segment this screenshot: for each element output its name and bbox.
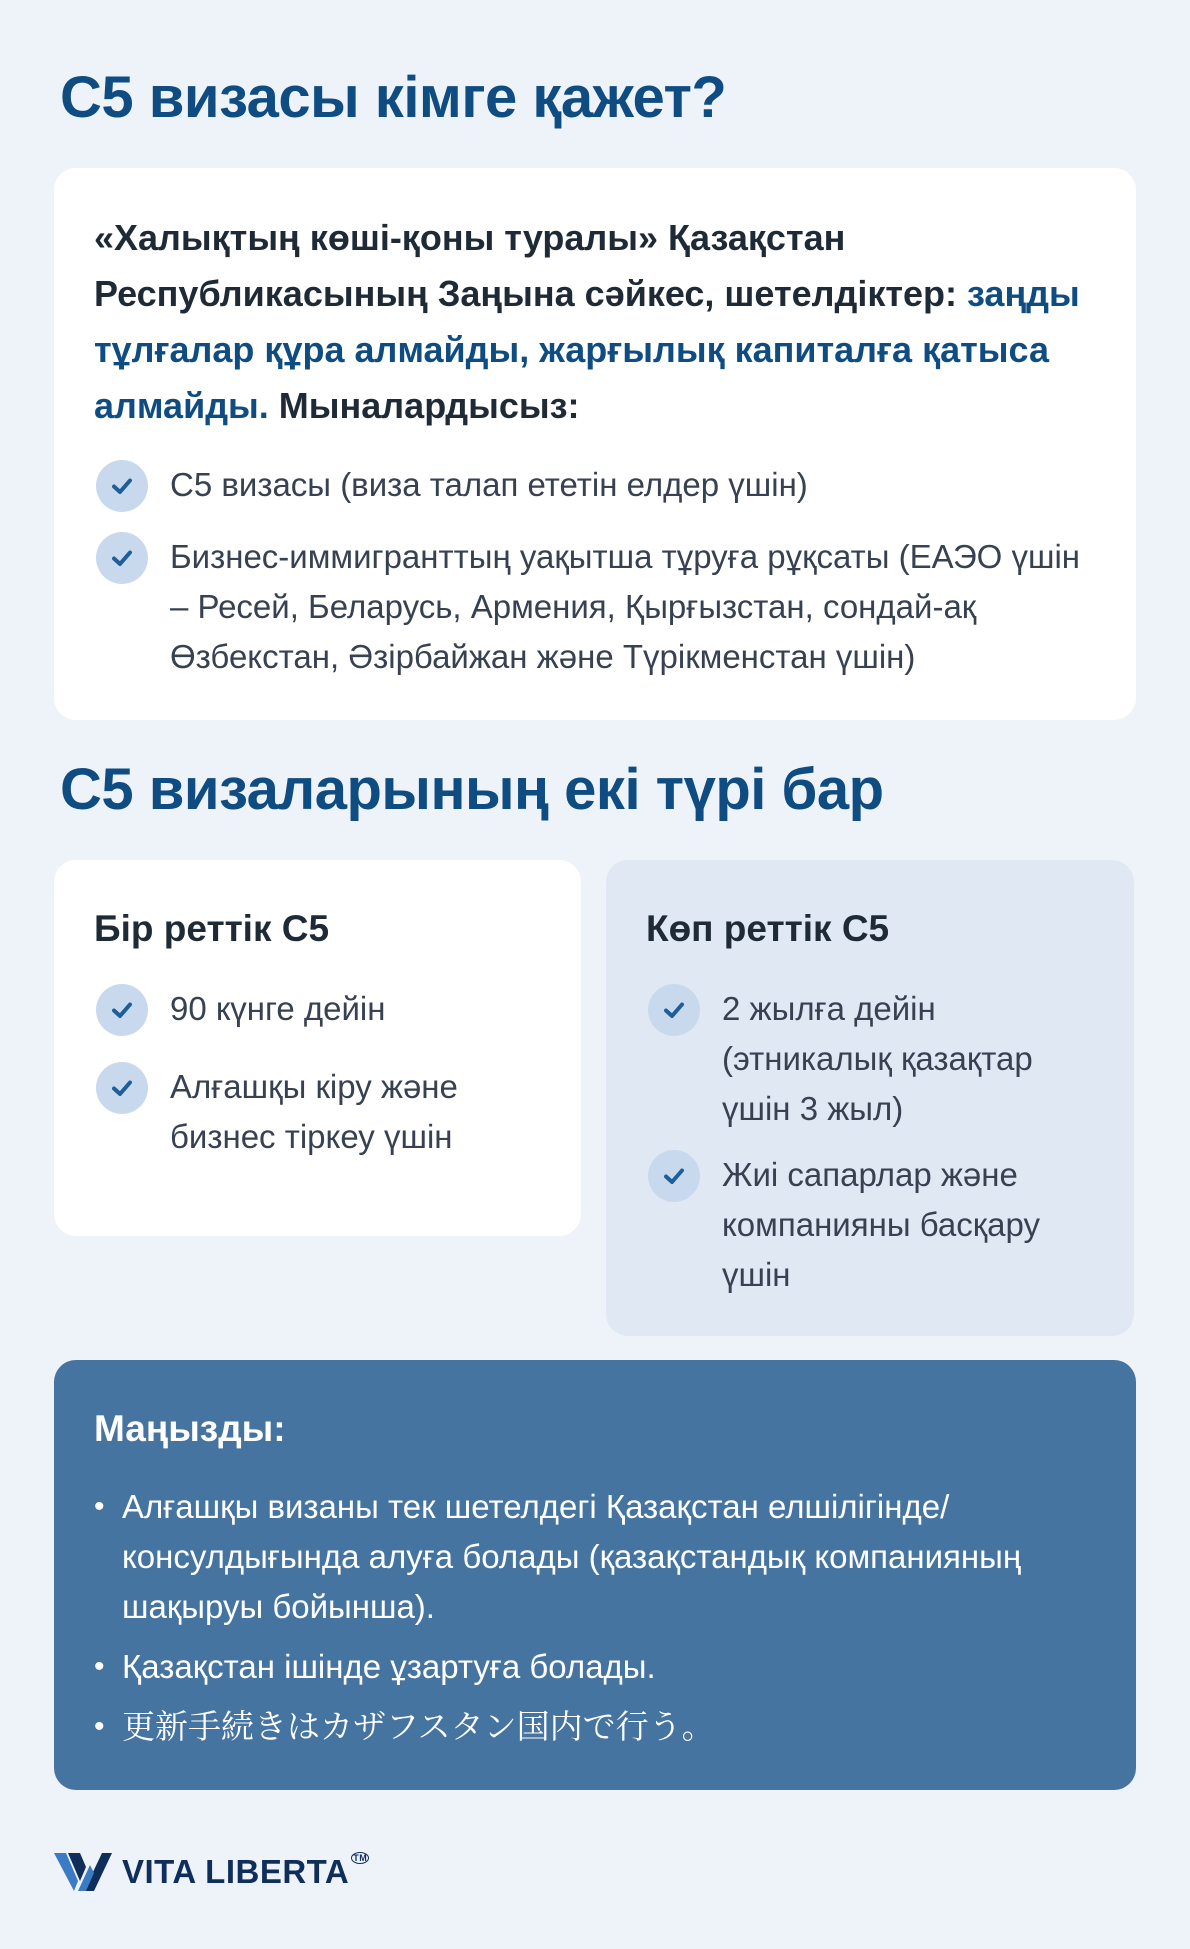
multiple-entry-card: [606, 860, 1134, 1336]
important-title: Маңызды:: [94, 1408, 286, 1449]
list-item-text: Қазақстан ішінде ұзартуға болады.: [122, 1648, 656, 1685]
list-item-text: 2 жылға дейін (этникалық қазақтар үшін 3 жыл): [722, 990, 1033, 1127]
bullet-icon: •: [94, 1710, 105, 1743]
bullet-icon: •: [94, 1490, 105, 1523]
multiple-entry-title: Көп реттік C5: [646, 908, 890, 949]
important-list: [94, 1482, 1104, 1762]
list-item: [96, 984, 556, 1036]
list-item-text: C5 визасы (виза талап ететін елдер үшін): [170, 466, 808, 503]
bullet-icon: •: [94, 1650, 105, 1683]
list-item-text: Жиі сапарлар және компанияны басқару үшін: [722, 1156, 1040, 1293]
multiple-entry-list: [648, 984, 1108, 1300]
heading-visa-types: C5 визаларының екі түрі бар: [60, 757, 884, 822]
important-note: [54, 1360, 1136, 1790]
logo-wordmark: [122, 1853, 369, 1891]
list-item: [96, 460, 1096, 512]
intro-text-part1: «Халықтың көші-қоны туралы» Қазақстан Республикасының Заңына сәйкес, шетелдіктер:: [94, 217, 967, 314]
vita-liberta-logo-icon: [54, 1851, 112, 1893]
check-circle-icon: [648, 984, 700, 1036]
intro-card: [54, 168, 1136, 720]
check-circle-icon: [96, 460, 148, 512]
single-entry-card: [54, 860, 581, 1236]
vita-liberta-logo: [54, 1851, 369, 1893]
check-circle-icon: [96, 532, 148, 584]
list-item: [96, 532, 1096, 682]
intro-paragraph: [94, 210, 1104, 434]
list-item: [94, 1482, 1104, 1632]
list-item: [94, 1642, 1104, 1692]
list-item: [648, 984, 1108, 1134]
check-circle-icon: [96, 984, 148, 1036]
check-circle-icon: [96, 1062, 148, 1114]
list-item: [94, 1702, 1104, 1752]
requirements-list: [96, 460, 1096, 682]
trademark-mark: TM: [353, 1853, 368, 1863]
single-entry-list: [96, 984, 556, 1162]
list-item-text: Алғашқы визаны тек шетелдегі Қазақстан елшілігінде/консулдығында алуға болады (қазақстандық компанияның шақыруы бойынша).: [122, 1488, 1022, 1625]
list-item-text: 更新手続きはカザフスタン国内で行う。: [122, 1708, 715, 1745]
intro-highlight: заңды тұлғалар құра алмайды, жарғылық капиталға қатыса алмайды.: [94, 273, 1080, 426]
single-entry-title: Бір реттік C5: [94, 908, 330, 949]
list-item-text: 90 күнге дейін: [170, 990, 386, 1027]
list-item: [648, 1150, 1108, 1300]
intro-text-part2: Мыналардысыз:: [268, 385, 580, 426]
list-item: [96, 1062, 556, 1162]
list-item-text: Алғашқы кіру және бизнес тіркеу үшін: [170, 1068, 458, 1155]
list-item-text: Бизнес-иммигранттың уақытша тұруға рұқсаты (ЕАЭО үшін – Ресей, Беларусь, Армения, Қырғызстан, сондай-ақ Өзбекстан, Әзірбайжан және Түрікменстан үшін): [170, 538, 1081, 675]
logo-text: VITA LIBERTA: [122, 1853, 350, 1890]
check-circle-icon: [648, 1150, 700, 1202]
heading-who-needs-visa: C5 визасы кімге қажет?: [60, 65, 727, 130]
